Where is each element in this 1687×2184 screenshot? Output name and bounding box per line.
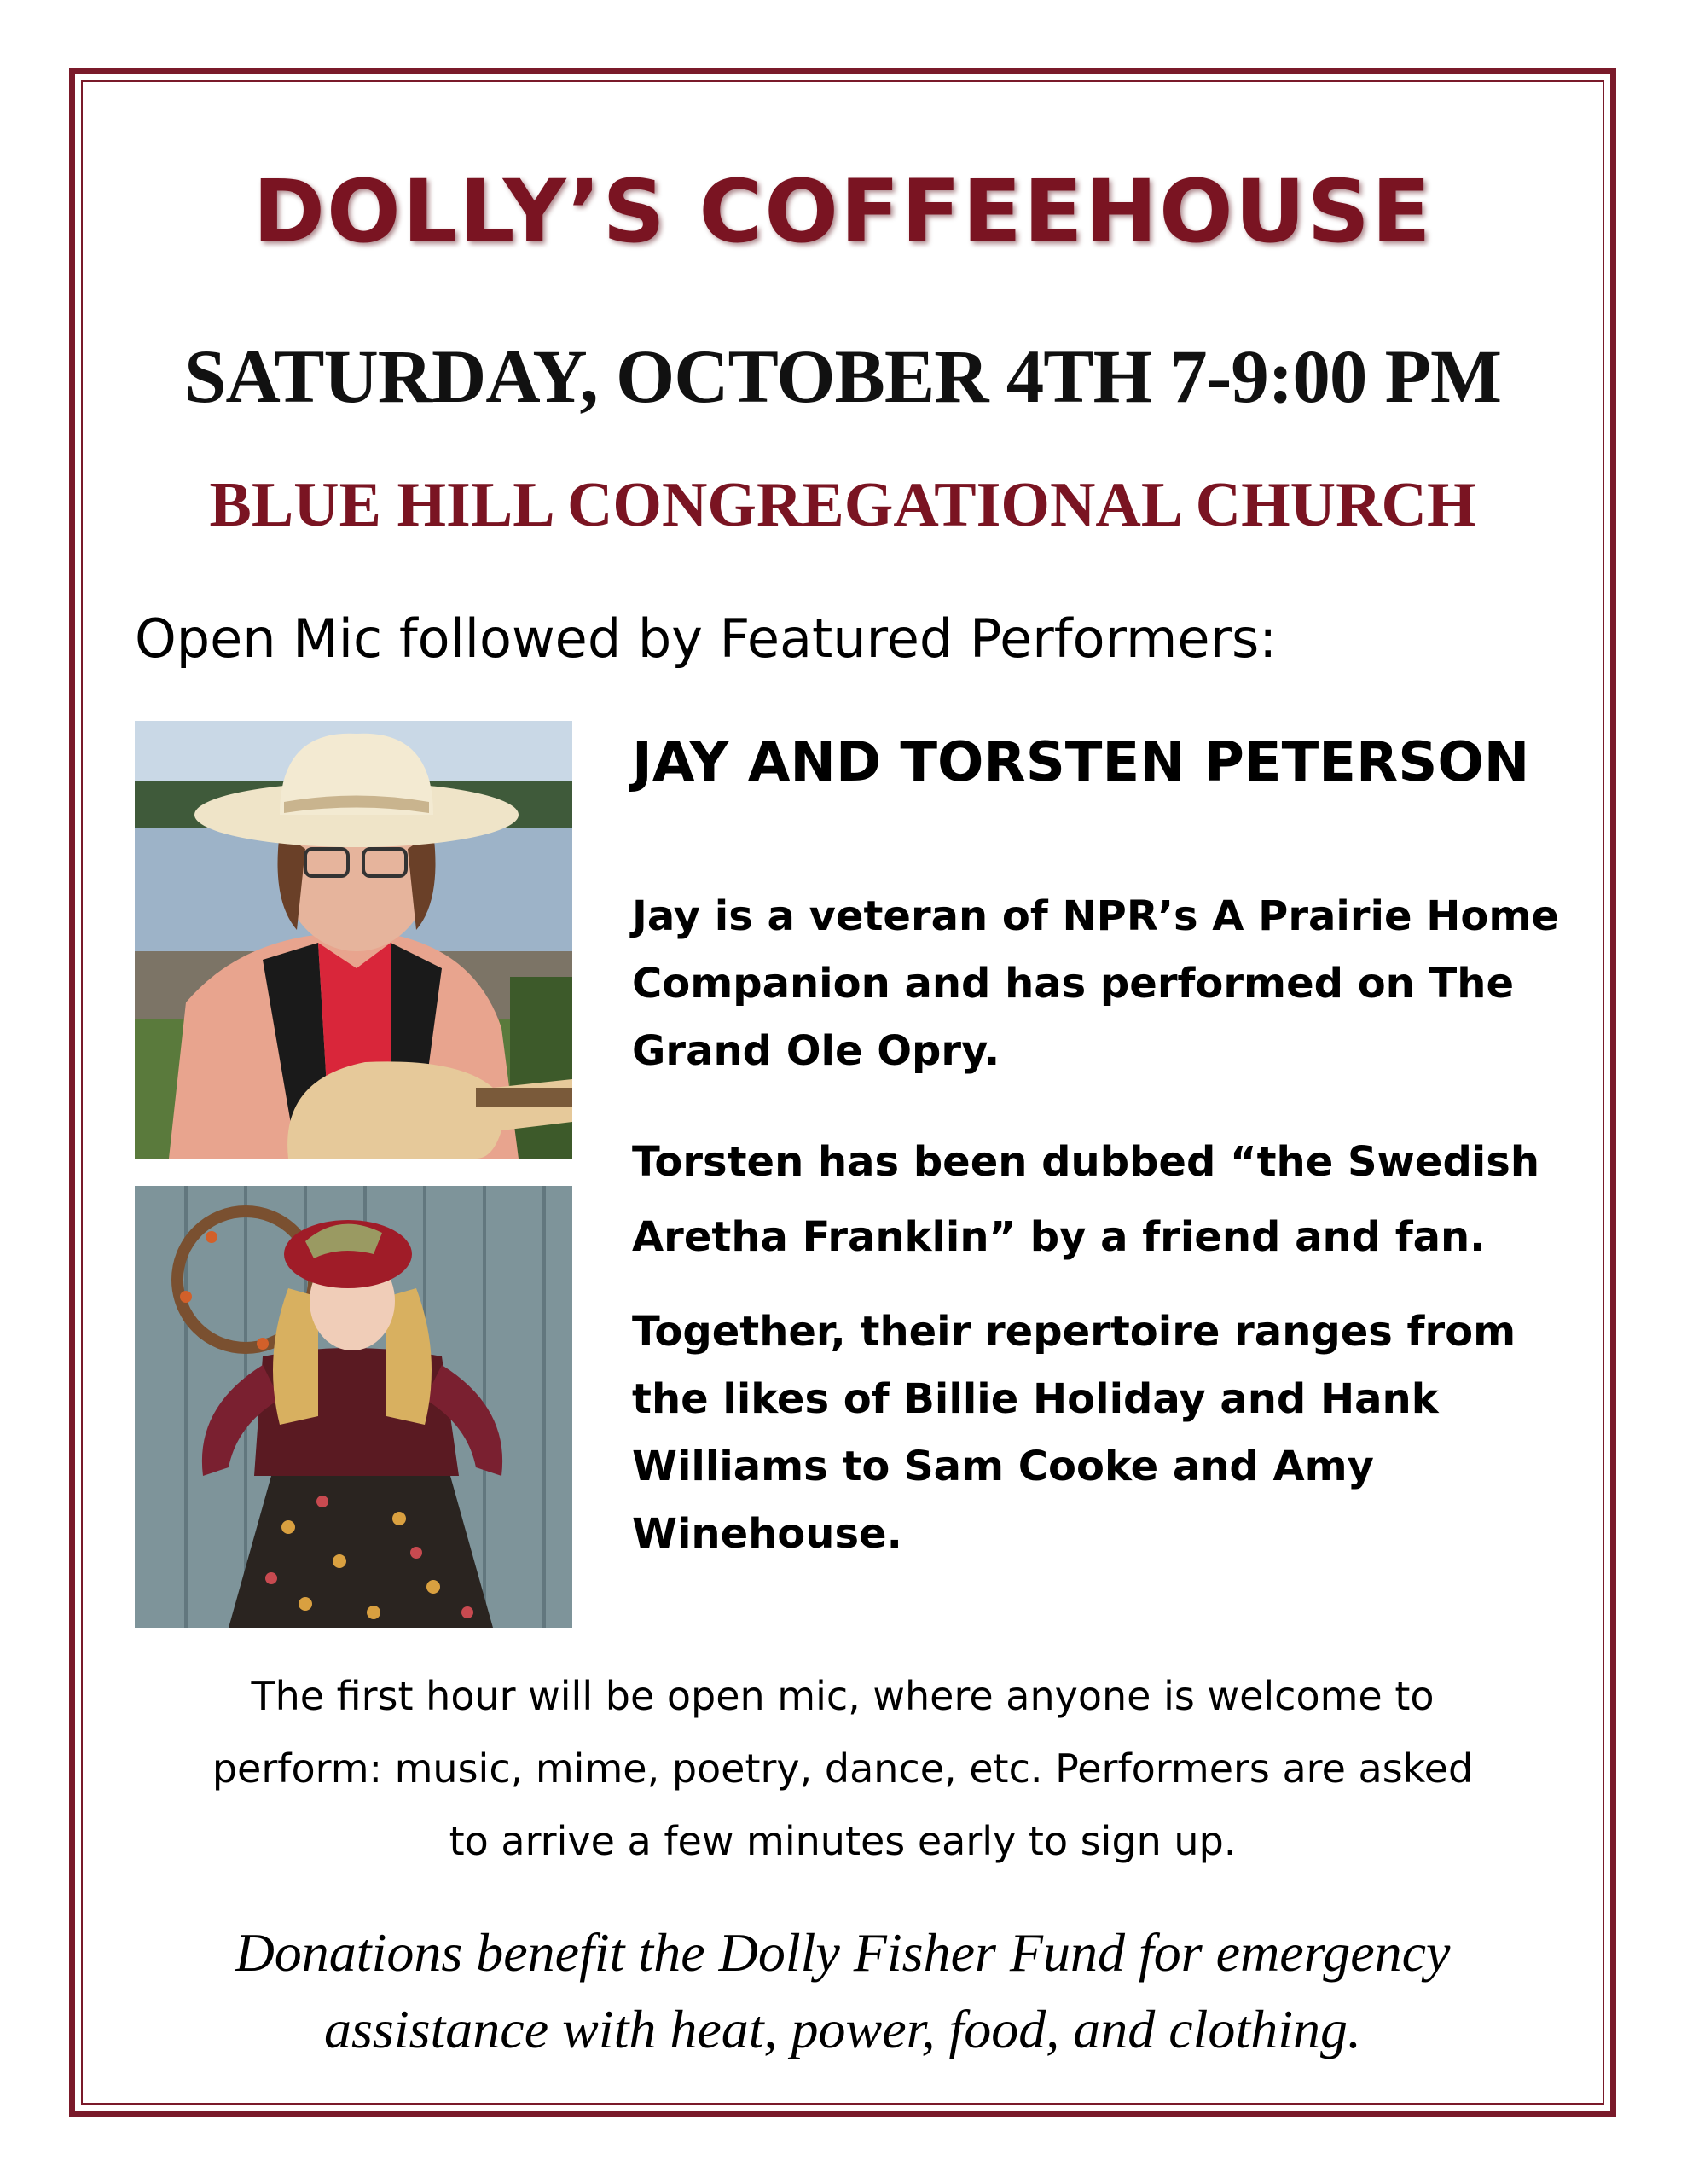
performers-heading: JAY AND TORSTEN PETERSON bbox=[632, 731, 1530, 794]
donations-line: Donations benefit the Dolly Fisher Fund for emergency bbox=[235, 1922, 1451, 1983]
open-mic-line: perform: music, mime, poetry, dance, etc. Performers are asked bbox=[212, 1745, 1474, 1792]
event-subtitle: Open Mic followed by Featured Performers: bbox=[135, 607, 1278, 670]
open-mic-line: to arrive a few minutes early to sign up. bbox=[449, 1818, 1237, 1864]
open-mic-info bbox=[81, 1660, 1604, 1878]
photo-jay bbox=[135, 721, 572, 1159]
photo-torsten bbox=[135, 1186, 572, 1628]
donations-line: assistance with heat, power, food, and clothing. bbox=[324, 1999, 1361, 2059]
open-mic-line: The first hour will be open mic, where anyone is welcome to bbox=[251, 1673, 1435, 1719]
page-title: DOLLY’S COFFEEHOUSE bbox=[252, 161, 1433, 263]
bio-together: Together, their repertoire ranges from the likes of Billie Holiday and Hank Williams to Sam Cooke and Amy Winehouse. bbox=[632, 1308, 1516, 1558]
donations-note bbox=[81, 1914, 1604, 2068]
bio-torsten: Torsten has been dubbed “the Swedish Aretha Franklin” by a friend and fan. bbox=[632, 1138, 1539, 1261]
bio-jay: Jay is a veteran of NPR’s A Prairie Home Companion and has performed on The Grand Ole Opry. bbox=[632, 892, 1559, 1075]
event-date: SATURDAY, OCTOBER 4TH 7-9:00 PM bbox=[183, 335, 1501, 419]
event-venue: BLUE HILL CONGREGATIONAL CHURCH bbox=[209, 470, 1476, 540]
